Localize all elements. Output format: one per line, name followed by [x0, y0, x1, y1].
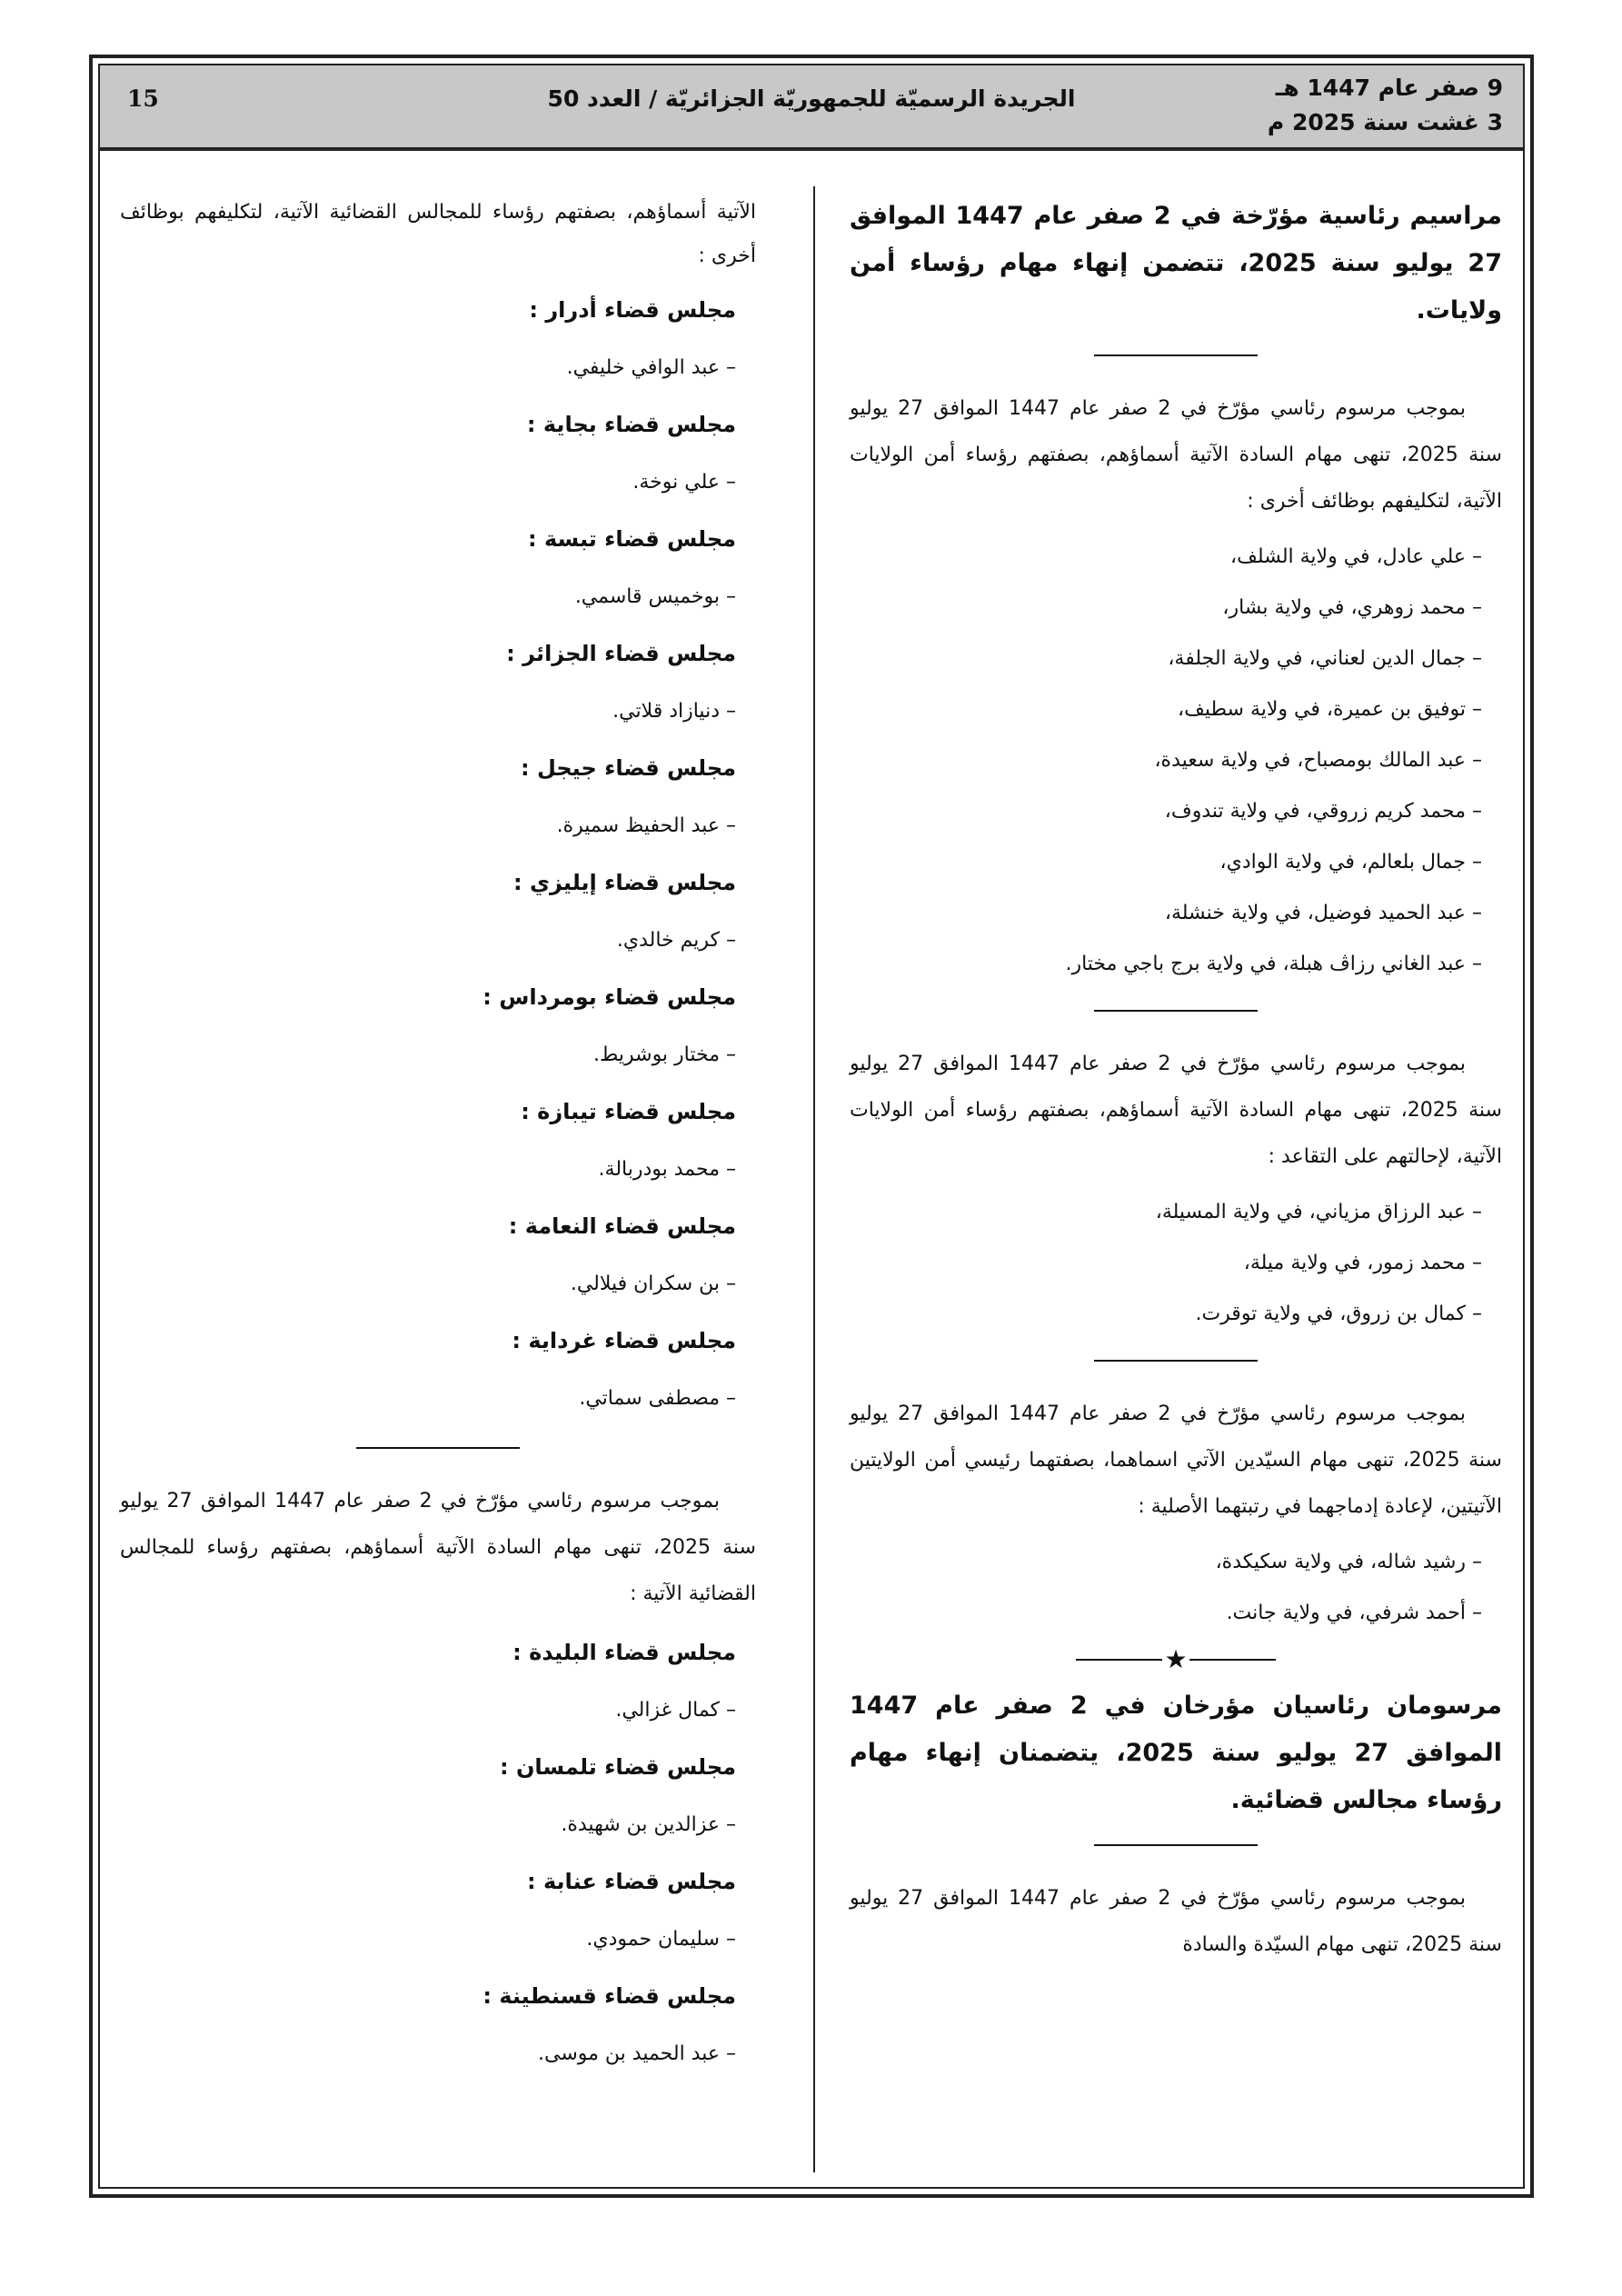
left-column	[120, 191, 756, 2082]
list-item: – توفيق بن عميرة، في ولاية سطيف،	[1177, 698, 1482, 721]
decree-paragraph: بموجب مرسوم رئاسي مؤرّخ في 2 صفر عام 1447 الموافق 27 يوليو سنة 2025، تنهى مهام السادة الآتية أسماؤهم، بصفتهم رؤساء أمن الولايات الآتية، لإحالتهم على التقاعد :	[850, 1053, 1502, 1168]
gazette-header	[100, 65, 1523, 151]
list-item: – عزالدين بن شهيدة.	[561, 1813, 736, 1836]
council-heading: مجلس قضاء الجزائر :	[506, 641, 736, 666]
council-heading: مجلس قضاء تبسة :	[528, 526, 736, 552]
list-item: – عبد الحفيظ سميرة.	[556, 814, 736, 837]
decree-paragraph: بموجب مرسوم رئاسي مؤرّخ في 2 صفر عام 1447 الموافق 27 يوليو سنة 2025، تنهى مهام السادة الآتية أسماؤهم، بصفتهم رؤساء للمجالس القضائية الآتية :	[120, 1490, 756, 1605]
council-heading: مجلس قضاء عنابة :	[527, 1869, 736, 1894]
page-number: 15	[127, 85, 159, 112]
list-item: – محمد زمور، في ولاية ميلة،	[1243, 1252, 1482, 1274]
list-item: – مصطفى سماتي.	[579, 1387, 736, 1410]
list-item: – علي نوخة.	[632, 471, 736, 494]
council-heading: مجلس قضاء غرداية :	[512, 1328, 736, 1353]
star-divider	[850, 1646, 1502, 1673]
list-item: – أحمد شرفي، في ولاية جانت.	[1226, 1602, 1482, 1624]
decree-paragraph-continued: الآتية أسماؤهم، بصفتهم رؤساء للمجالس القضائية الآتية، لتكليفهم بوظائف أخرى :	[120, 201, 756, 267]
list-item: – كمال غزالي.	[615, 1699, 736, 1722]
decree-paragraph: بموجب مرسوم رئاسي مؤرّخ في 2 صفر عام 1447 الموافق 27 يوليو سنة 2025، تنهى مهام السادة الآتية أسماؤهم، بصفتهم رؤساء أمن الولايات الآتية، لتكليفهم بوظائف أخرى :	[850, 397, 1502, 513]
council-heading: مجلس قضاء البليدة :	[512, 1640, 736, 1665]
council-heading: مجلس قضاء أدرار :	[529, 297, 736, 323]
section-divider	[1094, 1844, 1258, 1846]
list-item: – مختار بوشريط.	[593, 1043, 736, 1066]
section-divider	[1094, 1360, 1258, 1362]
column-divider	[813, 186, 815, 2172]
list-item: – محمد زوهري، في ولاية بشار،	[1222, 596, 1482, 619]
list-item: – جمال بلعالم، في ولاية الوادي،	[1219, 851, 1482, 873]
list-item: – بن سكران فيلالي.	[570, 1273, 736, 1295]
council-heading: مجلس قضاء بجاية :	[526, 412, 736, 437]
list-item: – كمال بن زروق، في ولاية توقرت.	[1195, 1303, 1482, 1325]
header-date-gregorian: 3 غشت سنة 2025 م	[1267, 109, 1503, 135]
council-heading: مجلس قضاء النعامة :	[508, 1213, 736, 1239]
list-item: – عبد الحميد فوضيل، في ولاية خنشلة،	[1164, 902, 1482, 924]
council-heading: مجلس قضاء جيجل :	[521, 755, 736, 781]
divider-line	[1076, 1659, 1162, 1661]
decree-title: مراسيم رئاسية مؤرّخة في 2 صفر عام 1447 الموافق 27 يوليو سنة 2025، تتضمن إنهاء مهام رؤساء أمن ولايات.	[850, 202, 1503, 324]
header-title: الجريدة الرسميّة للجمهوريّة الجزائريّة / العدد 50	[547, 85, 1076, 112]
council-heading: مجلس قضاء تلمسان :	[499, 1754, 736, 1780]
decree-paragraph: بموجب مرسوم رئاسي مؤرّخ في 2 صفر عام 1447 الموافق 27 يوليو سنة 2025، تنهى مهام السيّدين الآتي اسماهما، بصفتهما رئيسي أمن الولايتين الآتيتين، لإعادة إدماجهما في رتبتهما الأصلية :	[850, 1403, 1502, 1518]
section-divider	[1094, 354, 1258, 356]
list-item: – علي عادل، في ولاية الشلف،	[1230, 545, 1482, 568]
list-item: – عبد المالك بومصباح، في ولاية سعيدة،	[1154, 749, 1482, 772]
right-column	[850, 193, 1502, 1975]
star-icon: ★	[1164, 1644, 1188, 1674]
decree-title: مرسومان رئاسيان مؤرخان في 2 صفر عام 1447 الموافق 27 يوليو سنة 2025، يتضمنان إنهاء مهام رؤساء مجالس قضائية.	[850, 1692, 1503, 1814]
council-heading: مجلس قضاء تيبازة :	[521, 1099, 736, 1124]
list-item: – عبد الرزاق مزياني، في ولاية المسيلة،	[1155, 1201, 1482, 1223]
list-item: – محمد بودربالة.	[598, 1158, 736, 1181]
council-heading: مجلس قضاء إيليزي :	[513, 870, 736, 895]
list-item: – سليمان حمودي.	[586, 1928, 736, 1951]
list-item: – كريم خالدي.	[616, 929, 736, 952]
section-divider	[356, 1447, 520, 1449]
list-item: – جمال الدين لعناني، في ولاية الجلفة،	[1168, 647, 1482, 670]
list-item: – عبد الحميد بن موسى.	[538, 2042, 736, 2065]
decree-paragraph: بموجب مرسوم رئاسي مؤرّخ في 2 صفر عام 1447 الموافق 27 يوليو سنة 2025، تنهى مهام السيّدة والسادة	[850, 1887, 1502, 1956]
list-item: – بوخميس قاسمي.	[574, 585, 736, 608]
section-divider	[1094, 1010, 1258, 1012]
list-item: – دنيازاد قلاتي.	[612, 700, 736, 723]
list-item: – عبد الوافي خليفي.	[566, 356, 736, 379]
header-date-hijri: 9 صفر عام 1447 هـ	[1275, 75, 1503, 101]
council-heading: مجلس قضاء بومرداس :	[483, 984, 736, 1010]
divider-line	[1189, 1659, 1276, 1661]
list-item: – محمد كريم زروقي، في ولاية تندوف،	[1164, 800, 1482, 823]
list-item: – عبد الغاني رزاڤ هبلة، في ولاية برج باجي مختار.	[1065, 953, 1482, 975]
list-item: – رشيد شاله، في ولاية سكيكدة،	[1215, 1551, 1482, 1573]
council-heading: مجلس قضاء قسنطينة :	[483, 1983, 736, 2009]
